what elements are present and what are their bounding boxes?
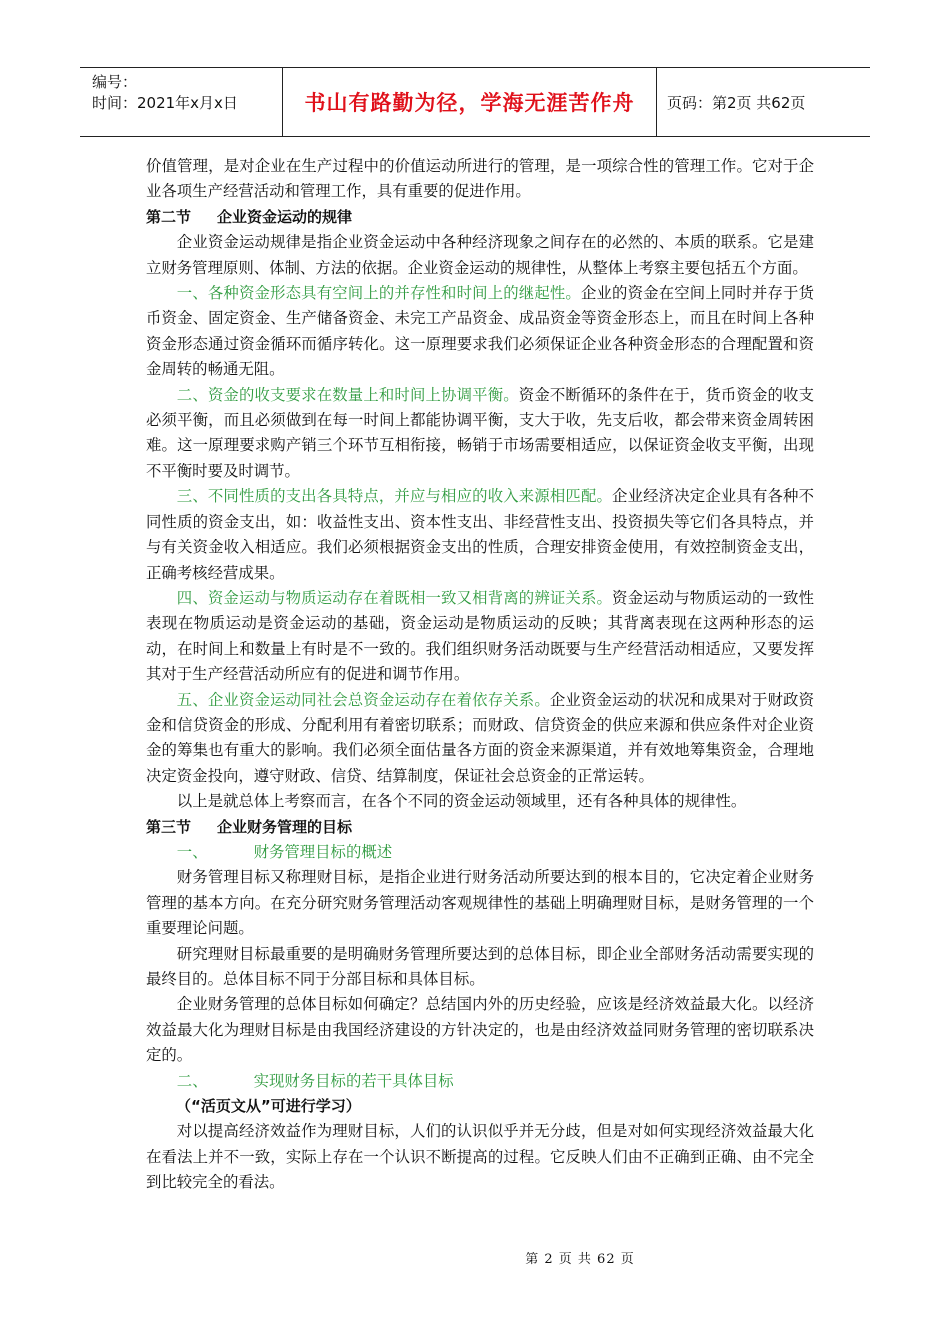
section-heading-2 bbox=[146, 205, 814, 230]
paragraph-benefit-maximization: 企业财务管理的总体目标如何确定？总结国内外的历史经验，应该是经济效益最大化。以经济效益最大化为理财目标是由我国经济建设的方针决定的，也是由经济效益同财务管理的密切联系决定的。 bbox=[146, 995, 814, 1065]
law-3 bbox=[146, 484, 814, 586]
section-heading-3 bbox=[146, 815, 814, 840]
note-line: （“活页文从”可进行学习） bbox=[176, 1097, 361, 1116]
law-1-body: 企业的资金在空间上同时并存于货币资金、固定资金、生产储备资金、未完工产品资金、成品资金等资金形态上，而且在时间上各种资金形态通过资金循环而循序转化。这一原理要求我们必须保证企业各种资金形态的合理配置和资金周转的畅通无阻。 bbox=[146, 284, 814, 379]
paragraph-value-management: 价值管理，是对企业在生产过程中的价值运动所进行的管理，是一项综合性的管理工作。它对于企业各项生产经营活动和管理工作，具有重要的促进作用。 bbox=[146, 157, 814, 201]
page-header bbox=[80, 67, 870, 137]
law-2-body: 资金不断循环的条件在于，货币资金的收支必须平衡，而且必须做到在每一时间上都能协调平衡，支大于收，先支后收，都会带来资金周转困难。这一原理要求购产销三个环节互相衔接，畅销于市场需要相适应，以保证资金收支平衡，出现不平衡时要及时调节。 bbox=[146, 385, 814, 480]
section-number: 第三节 bbox=[146, 817, 192, 836]
law-5 bbox=[146, 688, 814, 790]
document-body bbox=[146, 154, 814, 1196]
paragraph-law-intro: 企业资金运动规律是指企业资金运动中各种经济现象之间存在的必然的、本质的联系。它是建立财务管理原则、体制、方法的依据。企业资金运动的规律性，从整体上考察主要包括五个方面。 bbox=[146, 233, 814, 277]
header-motto: 书山有路勤为径，学海无涯苦作舟 bbox=[283, 68, 657, 136]
subheading-number: 一、 bbox=[176, 842, 208, 861]
subheading-2 bbox=[146, 1069, 814, 1094]
page-footer: 第 2 页 共 62 页 bbox=[525, 1252, 635, 1267]
section-number: 第二节 bbox=[146, 207, 192, 226]
time-label: 时间：2021年x月x日 bbox=[92, 94, 238, 112]
law-2-title: 二、资金的收支要求在数量上和时间上协调平衡。 bbox=[176, 385, 519, 404]
paragraph-summary: 以上是就总体上考察而言，在各个不同的资金运动领域里，还有各种具体的规律性。 bbox=[176, 792, 747, 811]
section-title: 企业资金运动的规律 bbox=[217, 207, 353, 226]
law-4-title: 四、资金运动与物质运动存在着既相一致又相背离的辨证关系。 bbox=[176, 588, 613, 607]
paragraph-goal-definition: 财务管理目标又称理财目标，是指企业进行财务活动所要达到的根本目的，它决定着企业财务管理的基本方向。在充分研究财务管理活动客观规律性的基础上明确理财目标，是财务管理的一个重要理论问题。 bbox=[146, 868, 814, 938]
law-5-body: 企业资金运动的状况和成果对于财政资金和信贷资金的形成、分配利用有着密切联系；而财政、信贷资金的供应来源和供应条件对企业资金的筹集也有重大的影响。我们必须全面估量各方面的资金来源渠道，并有效地筹集资金，合理地决定资金投向，遵守财政、信贷、结算制度，保证社会总资金的正常运转。 bbox=[146, 690, 814, 785]
law-2 bbox=[146, 383, 814, 485]
law-5-title: 五、企业资金运动同社会总资金运动存在着依存关系。 bbox=[176, 690, 550, 709]
section-title: 企业财务管理的目标 bbox=[217, 817, 353, 836]
subheading-title: 实现财务目标的若干具体目标 bbox=[253, 1071, 454, 1090]
law-4-body: 资金运动与物质运动的一致性表现在物质运动是资金运动的基础，资金运动是物质运动的反映；其背离表现在这两种形态的运动，在时间上和数量上有时是不一致的。我们组织财务活动既要与生产经营活动相适应，又要发挥其对于生产经营活动所应有的促进和调节作用。 bbox=[146, 588, 814, 684]
law-4 bbox=[146, 586, 814, 688]
law-1-title: 一、各种资金形态具有空间上的并存性和时间上的继起性。 bbox=[176, 284, 581, 303]
paragraph-overall-goal: 研究理财目标最重要的是明确财务管理所要达到的总体目标，即企业全部财务活动需要实现的最终目的。总体目标不同于分部目标和具体目标。 bbox=[146, 944, 814, 988]
subheading-1 bbox=[146, 840, 814, 865]
header-page-info: 页码：第2页 共62页 bbox=[667, 93, 806, 112]
number-label: 编号： bbox=[92, 73, 138, 91]
law-1 bbox=[146, 281, 814, 383]
law-3-title: 三、不同性质的支出各具特点，并应与相应的收入来源相匹配。 bbox=[176, 487, 613, 506]
subheading-number: 二、 bbox=[176, 1071, 208, 1090]
header-meta bbox=[80, 68, 283, 136]
paragraph-cognition: 对以提高经济效益作为理财目标，人们的认识似乎并无分歧，但是对如何实现经济效益最大化在看法上并不一致，实际上存在一个认识不断提高的过程。它反映人们由不正确到正确、由不完全到比较完全的看法。 bbox=[146, 1122, 814, 1192]
law-3-body: 企业经济决定企业具有各种不同性质的资金支出，如：收益性支出、资本性支出、非经营性支出、投资损失等它们各具特点，并与有关资金收入相适应。我们必须根据资金支出的性质，合理安排资金使用，有效控制资金支出，正确考核经营成果。 bbox=[146, 487, 814, 582]
subheading-title: 财务管理目标的概述 bbox=[253, 842, 393, 861]
